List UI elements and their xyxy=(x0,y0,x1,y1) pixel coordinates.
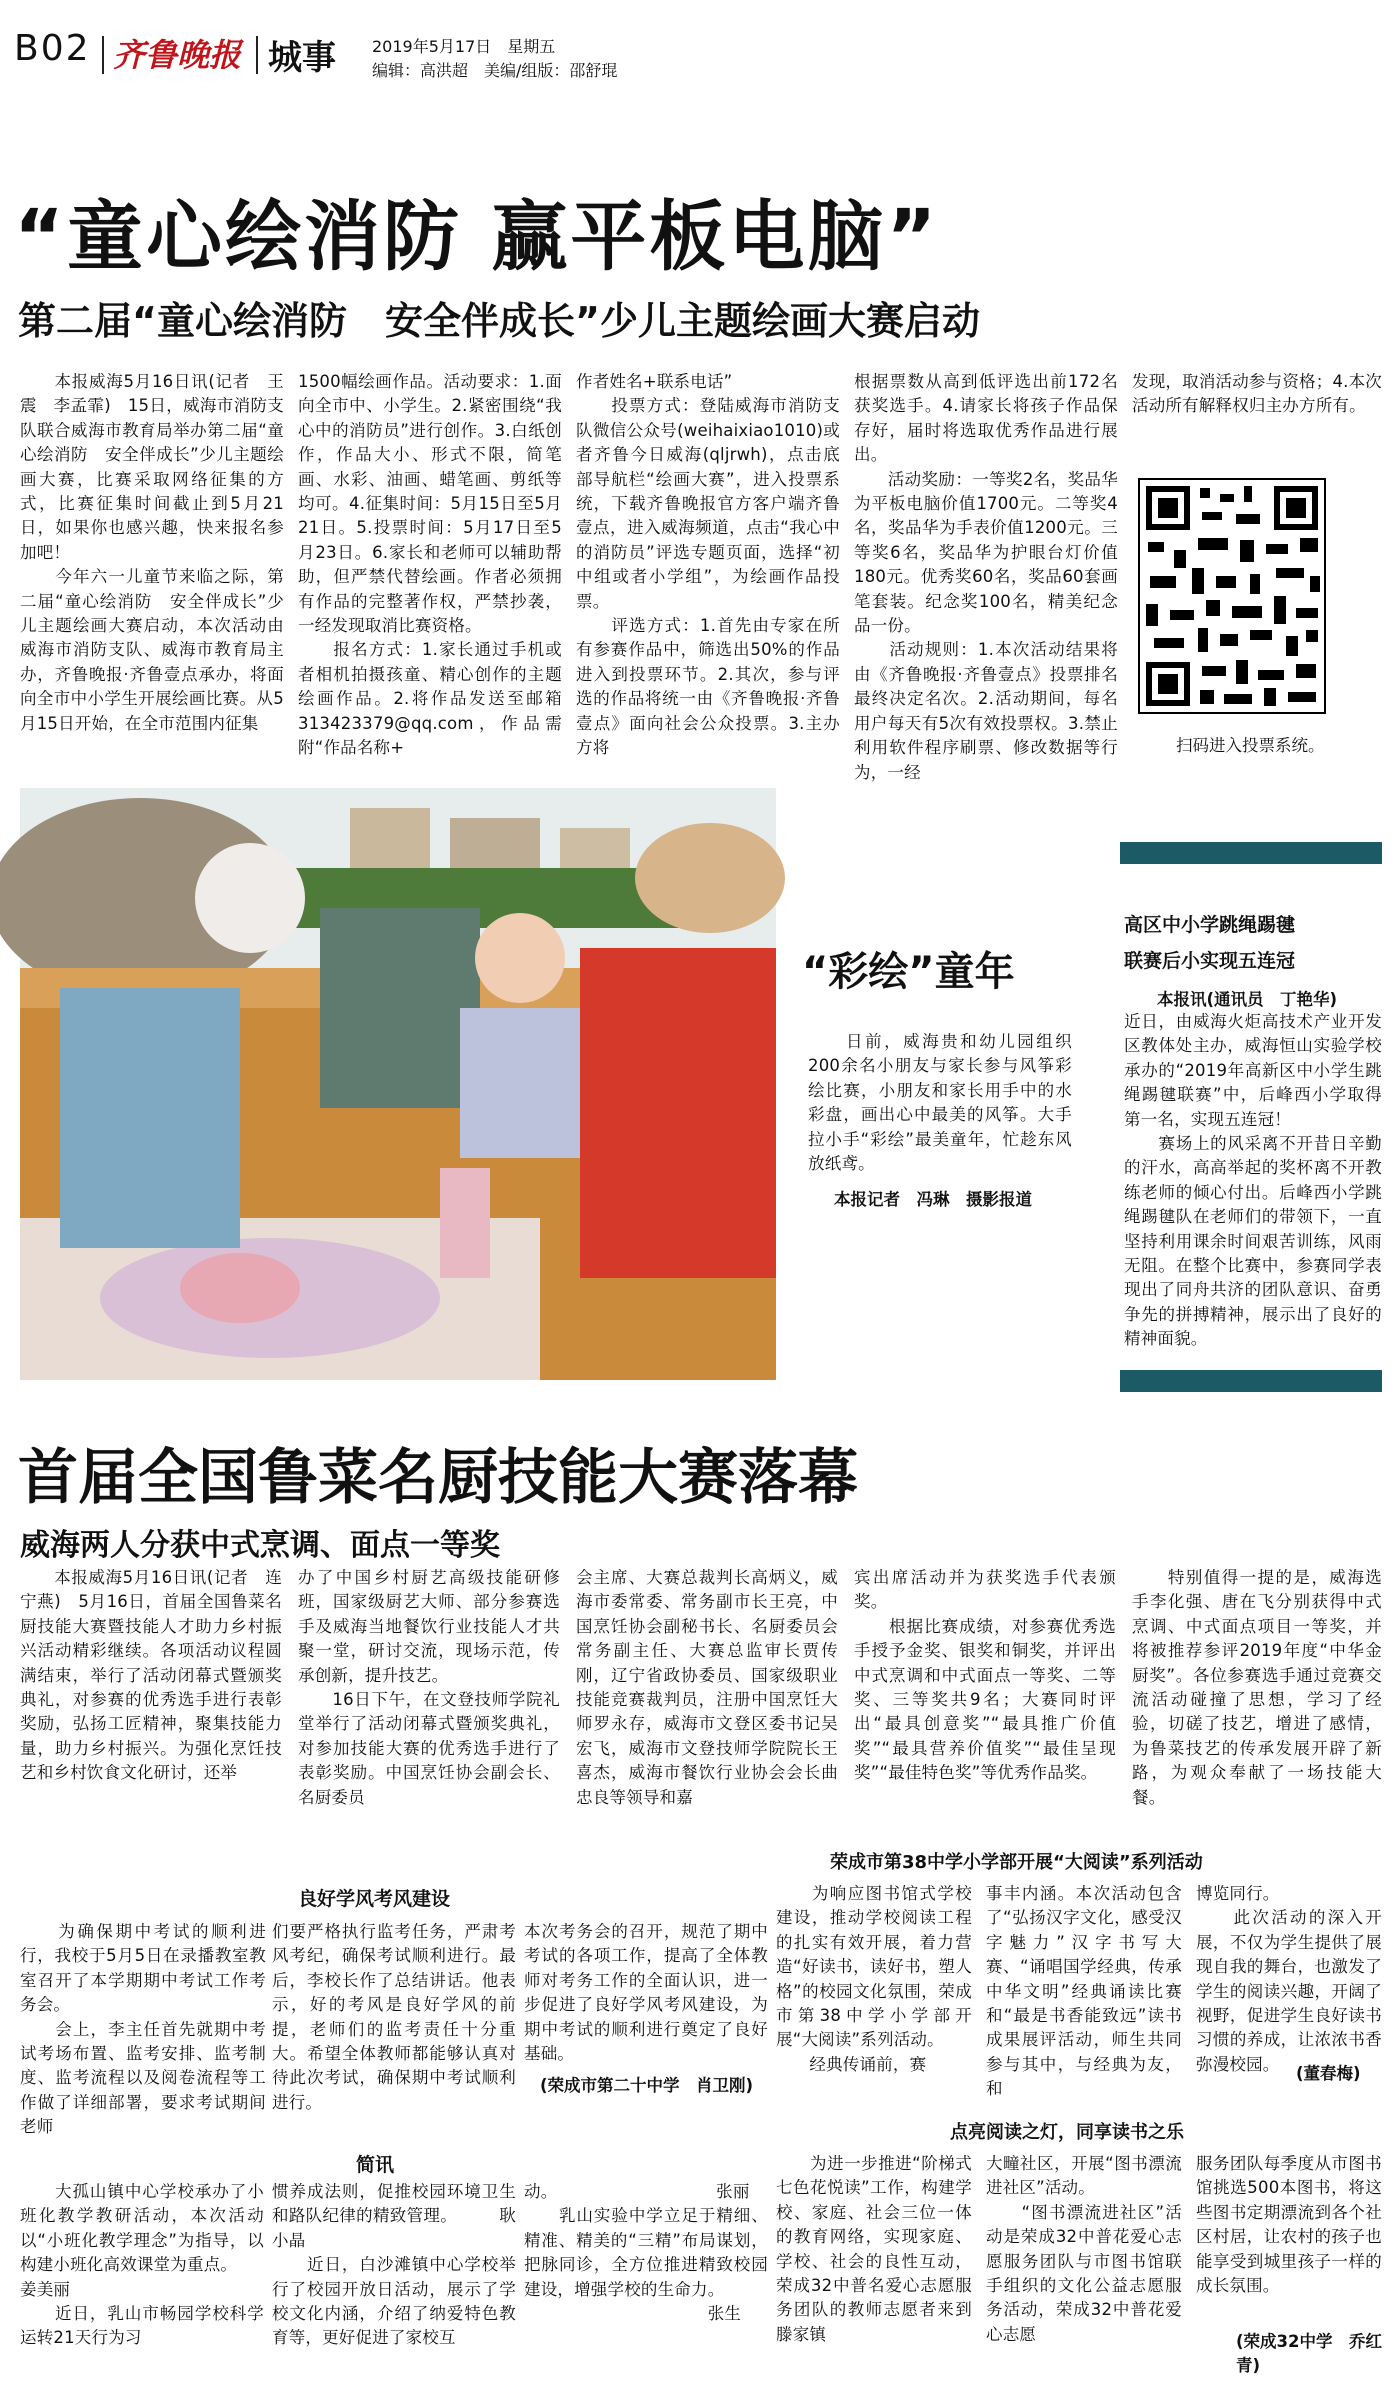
photo-credit: 本报记者 冯琳 摄影报道 xyxy=(834,1190,1032,1209)
kite-painting-photo xyxy=(20,788,776,1380)
divider xyxy=(102,36,104,74)
article-column: 动。 张丽 乳山实验中学立足于精细、精准、精美的“三精”布局谋划，把脉同诊，全方位推进精致校园建设，增强学校的生命力。 张生 xyxy=(524,2182,768,2324)
article-column: 大孤山镇中心学校承办了小班化教学教研活动，本次活动以“小班化教学理念”为指导，以构建小班化高效课堂为重点。 姜美丽 近日，乳山市畅园学校科学运转21天行为习 xyxy=(20,2182,264,2348)
newspaper-logo: 齐鲁晚报 xyxy=(113,36,242,74)
article-column: 惯养成法则，促推校园环境卫生和路队纪律的精致管理。 耿小晶 近日，白沙滩镇中心学校举行了校园开放日活动，展示了学校文化内涵，介绍了纳爱特色教育等，更好促进了家校互 xyxy=(272,2182,516,2348)
section-bar xyxy=(1120,842,1382,864)
page-number: B02 xyxy=(14,28,91,69)
editor-credit: 编辑：高洪超 美编/组版：邵舒琨 xyxy=(372,61,618,80)
divider xyxy=(256,36,258,74)
qr-caption: 扫码进入投票系统。 xyxy=(1176,736,1325,755)
article-column: 本报威海5月16日讯(记者 王震 李孟霏) 15日，威海市消防支队联合威海市教育局举办第二届“童心绘消防 安全伴成长”少儿主题绘画大赛，比赛采取网络征集的方式，比赛征集时间截止到5月21日，如果你也感兴趣，快来报名参加吧！ 今年六一儿童节来临之际，第二届“童心绘消防 安全伴成长”少儿主题绘画大赛启动，本次活动由威海市消防支队、威海市教育局主办，齐鲁晚报·齐鲁壹点承办，将面向全市中小学生开展绘画比赛。从5月15日开始，在全市范围内征集 xyxy=(20,372,284,733)
article-column: 博览同行。 此次活动的深入开展，不仅为学生提供了展现自我的舞台，也激发了学生的阅读兴趣，开阔了视野，促进学生良好读书习惯的养成，让浓浓书香弥漫校园。 xyxy=(1196,1884,1382,2074)
headline-main: 首届全国鲁菜名厨技能大赛落幕 xyxy=(18,1443,858,1513)
side-byline: 本报讯(通讯员 丁艳华) xyxy=(1124,990,1338,1009)
article-column: 根据票数从高到低评选出前172名获奖选手。4.请家长将孩子作品保存好，届时将选取优秀作品进行展出。 活动奖励：一等奖2名，奖品华为平板电脑价值1700元。二等奖4名，奖品华为手表价值1200元。三等奖6名，奖品华为护眼台灯价值180元。优秀奖60名，奖品60套画笔套装。纪念奖100名，精美纪念品一份。 活动规则：1.本次活动结果将由《齐鲁晚报·齐鲁壹点》投票排名最终决定名次。2.活动期间，每名用户每天有5次有效投票权。3.禁止利用软件程序刷票、修改数据等行为，一经 xyxy=(854,372,1118,782)
article-credit: (荣成32中学 乔红青) xyxy=(1236,2332,1383,2375)
article-column: 服务团队每季度从市图书馆挑选500本图书，将这些图书定期漂流到各个社区村居，让农村的孩子也能享受到城里孩子一样的成长氛围。 xyxy=(1196,2154,1382,2296)
article-column: 为进一步推进“阶梯式七色花悦读”工作，构建学校、家庭、社会三位一体的教育网络，实现家庭、学校、社会的良性互动，荣成32中普名爱心志愿服务团队的教师志愿者来到滕家镇 xyxy=(776,2154,972,2344)
section-bar xyxy=(1120,1370,1382,1392)
headline-sub: 第二届“童心绘消防 安全伴成长”少儿主题绘画大赛启动 xyxy=(18,299,980,343)
article-column: 特别值得一提的是，威海选手李化强、唐在飞分别获得中式烹调、中式面点项目一等奖，并将被推荐参评2019年度“中华金厨奖”。各位参赛选手通过竞赛交流活动碰撞了思想，学习了经验，切磋了技艺，增进了感情，为鲁菜技艺的传承发展开辟了新路，为观众奉献了一场技能大餐。 xyxy=(1132,1568,1382,1807)
brief-headline: 点亮阅读之灯，同享读书之乐 xyxy=(950,2122,1184,2143)
side-headline: 联赛后小实现五连冠 xyxy=(1124,950,1296,972)
section-name: 城事 xyxy=(268,38,336,78)
article-column: 为确保期中考试的顺利进行，我校于5月5日在录播教室教室召开了本学期期中考试工作考务会。 会上，李主任首先就期中考试考场布置、监考安排、监考制度、监考流程以及阅卷流程等工作做了详细部署，要求考试期间老师 xyxy=(20,1922,266,2137)
article-column: 发现，取消活动参与资格；4.本次活动所有解释权归主办方所有。 xyxy=(1132,372,1382,416)
article-column: 会主席、大赛总裁判长高炳义，威海市委常委、常务副市长王亮，中国烹饪协会副秘书长、名厨委员会常务副主任、大赛总监审长贾传刚，辽宁省政协委员、国家级职业技能竞赛裁判员，注册中国烹饪大师罗永存，威海市文登区委书记吴宏飞，威海市文登技师学院院长王喜杰，威海市餐饮行业协会会长曲忠良等领导和嘉 xyxy=(576,1568,838,1807)
brief-headline: 良好学风考风建设 xyxy=(298,1888,451,1910)
article-column: 作者姓名+联系电话” 投票方式：登陆威海市消防支队微信公众号(weihaixiao1010)或者齐鲁今日威海(qljrwh)，点击底部导航栏“绘画大赛”，进入投票系统，下载齐鲁晚报官方客户端齐鲁壹点，进入威海频道，点击“我心中的消防员”评选专题页面，选择“初中组或者小学组”，为绘画作品投票。 评选方式：1.首先由专家在所有参赛作品中，筛选出50%的作品进入到投票环节。2.其次，参与评选的作品将统一由《齐鲁晚报·齐鲁壹点》面向社会公众投票。3.主办方将 xyxy=(576,372,840,758)
article-column: 本报威海5月16日讯(记者 连宁燕) 5月16日，首届全国鲁菜名厨技能大赛暨技能人才助力乡村振兴活动精彩继续。各项活动议程圆满结束，举行了活动闭幕式暨颁奖典礼，对参赛的优秀选手进行表彰奖励，弘扬工匠精神，聚集技能力量，助力乡村振兴。为强化烹饪技艺和乡村饮食文化研讨，还举 xyxy=(20,1568,282,1783)
article-column: 办了中国乡村厨艺高级技能研修班，国家级厨艺大师、部分参赛选手及威海当地餐饮行业技能人才共聚一堂，研讨交流，现场示范，传承创新，提升技艺。 16日下午，在文登技师学院礼堂举行了活动闭幕式暨颁奖典礼，对参加技能大赛的优秀选手进行了表彰奖励。中国烹饪协会副会长、名厨委员 xyxy=(298,1568,560,1807)
brief-headline: 荣成市第38中学小学部开展“大阅读”系列活动 xyxy=(830,1852,1203,1873)
article-credit: (荣成市第二十中学 肖卫刚) xyxy=(540,2076,754,2095)
article-column: 为响应图书馆式学校建设，推动学校阅读工程的扎实有效开展，着力营造“好读书，读好书，塑人格”的校园文化氛围，荣成市第38中学小学部开展“大阅读”系列活动。 经典传诵前，赛 xyxy=(776,1884,972,2074)
issue-date: 2019年5月17日 星期五 xyxy=(372,37,556,56)
brief-headline: 简讯 xyxy=(356,2154,395,2176)
headline-main: “童心绘消防 赢平板电脑” xyxy=(14,192,940,281)
article-column: 宾出席活动并为获奖选手代表颁奖。 根据比赛成绩，对参赛优秀选手授予金奖、银奖和铜奖，并评出中式烹调和中式面点一等奖、二等奖、三等奖共9名；大赛同时评出“最具创意奖”“最具推广价值奖”“最具营养价值奖”“最佳呈现奖”“最佳特色奖”等优秀作品奖。 xyxy=(854,1568,1116,1783)
side-headline: 高区中小学跳绳踢毽 xyxy=(1124,914,1296,936)
article-column: 大疃社区，开展“图书漂流进社区”活动。 “图书漂流进社区”活动是荣成32中普花爱心志愿服务团队与市图书馆联手组织的文化公益志愿服务活动，荣成32中普花爱心志愿 xyxy=(986,2154,1182,2344)
article-column: 事丰内涵。本次活动包含了“弘扬汉字文化，感受汉字魅力”汉字书写大赛、“诵唱国学经典，传承中华文明”经典诵读比赛和“最是书香能致远”读书成果展评活动，师生共同参与其中，与经典为友，和 xyxy=(986,1884,1182,2099)
article-credit: (董春梅) xyxy=(1296,2064,1361,2083)
article-column: 本次考务会的召开，规范了期中考试的各项工作，提高了全体教师对考务工作的全面认识，进一步促进了良好学风考风建设，为期中考试的顺利进行奠定了良好基础。 xyxy=(524,1922,768,2064)
photo-caption: 日前，威海贵和幼儿园组织200余名小朋友与家长参与风筝彩绘比赛，小朋友和家长用手中的水彩盘，画出心中最美的风筝。大手拉小手“彩绘”最美童年，忙趁东风放纸鸢。 xyxy=(808,1032,1072,1174)
article-column: 近日，由威海火炬高技术产业开发区教体处主办，威海恒山实验学校承办的“2019年高新区中小学生跳绳踢毽联赛”中，后峰西小学取得第一名，实现五连冠！ 赛场上的风采离不开昔日辛勤的汗水，高高举起的奖杯离不开教练老师的倾心付出。后峰西小学跳绳踢毽队在老师们的带领下，一直坚持利用课余时间艰苦训练，风雨无阻。在整个比赛中，参赛同学表现出了同舟共济的团队意识、奋勇争先的拼搏精神，展示出了良好的精神面貌。 xyxy=(1124,1012,1382,1349)
qr-code-image[interactable] xyxy=(1138,478,1326,714)
headline-sub: 威海两人分获中式烹调、面点一等奖 xyxy=(20,1528,500,1563)
article-column: 们要严格执行监考任务，严肃考风考纪，确保考试顺利进行。最后，李校长作了总结讲话。他表示，好的考风是良好学风的前提，老师们的监考责任十分重大。希望全体教师都能够认真对待此次考试，确保期中考试顺利进行。 xyxy=(272,1922,516,2112)
photo-title: “彩绘”童年 xyxy=(802,949,1015,995)
article-column: 1500幅绘画作品。活动要求：1.面向全市中、小学生。2.紧密围绕“我心中的消防员”进行创作。3.白纸创作，作品大小、形式不限，简笔画、水彩、油画、蜡笔画、剪纸等均可。4.征集时间：5月15日至5月21日。5.投票时间：5月17日至5月23日。6.家长和老师可以辅助帮助，但严禁代替绘画。作者必须拥有作品的完整著作权，严禁抄袭，一经发现取消比赛资格。 报名方式：1.家长通过手机或者相机拍摄孩童、精心创作的主题绘画作品。2.将作品发送至邮箱313423379@qq.com，作品需附“作品名称+ xyxy=(298,372,562,758)
